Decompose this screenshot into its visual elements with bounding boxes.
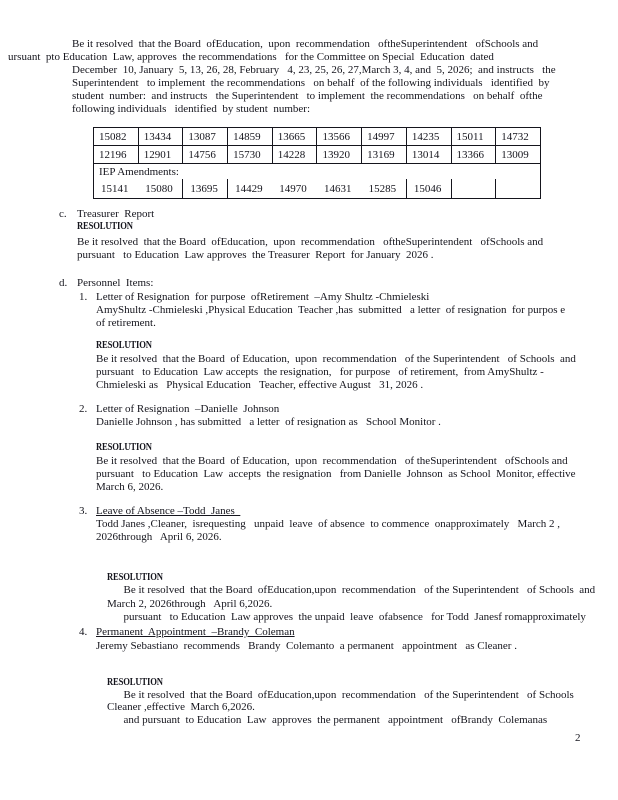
table-cell: 13169	[362, 146, 407, 164]
resolution-label	[77, 220, 145, 233]
table-cell: 14732	[496, 128, 541, 146]
item-marker: 2.	[79, 403, 88, 415]
item-marker: 1.	[79, 291, 88, 303]
body-line: and pursuant to Education Law approves the permanent appointment ofBrandy Colemanas	[123, 714, 548, 726]
overlap-stack	[107, 701, 547, 753]
resolution-text: RESOLUTION	[96, 340, 152, 351]
body-line: pursuant to Education Law accepts the resignation from Danielle Johnson as School Monitor, effective	[96, 468, 576, 480]
table-cell: 13087	[183, 128, 228, 146]
body-line: Jeremy Sebastiano recommends Brandy Colemanto a permanent appointment as Cleaner .	[96, 640, 517, 652]
body-line: Be it resolved that the Board ofEducation,upon recommendation of the Superintendent of Schools	[123, 689, 574, 701]
body-line: Chmieleski as Physical Education Teacher, effective August 31, 2026 .	[96, 379, 424, 391]
body-line: Be it resolved that the Board ofEducation, upon recommendation oftheSuperintendent ofSchools and	[77, 236, 544, 248]
overlap-line	[96, 688, 547, 766]
item-marker: 3.	[79, 505, 88, 517]
section-d-title: Personnel Items:	[77, 277, 154, 289]
intro-line: December 10, January 5, 13, 26, 28, February 4, 23, 25, 26, 27,March 3, 4, and 5, 2026; and instructs the	[72, 64, 556, 76]
table-cell: 12196	[94, 146, 139, 164]
table-cell: 13434	[138, 128, 183, 146]
table-cell: 14429	[235, 182, 263, 195]
table-cell: 15730	[228, 146, 273, 164]
table-row	[94, 164, 541, 180]
resolution-text: RESOLUTION	[96, 442, 152, 453]
body-line: pursuant to Education Law approves the unpaid leave ofabsence for Todd Janesf romapproximately	[123, 611, 586, 623]
table-cell: 14970	[279, 182, 307, 195]
table-cell: 15082	[94, 128, 139, 146]
intro-line: Be it resolved that the Board ofEducation, upon recommendation oftheSuperintendent ofSchools and	[72, 38, 539, 50]
table-cell: 13014	[406, 146, 451, 164]
table-cell: 14235	[406, 128, 451, 146]
table-cell: 15141	[101, 182, 129, 195]
intro-line: following individuals identified by student number:	[72, 103, 310, 115]
table-cell: 12901	[138, 146, 183, 164]
table-cell	[451, 179, 496, 199]
item-title: Leave of Absence –Todd Janes	[96, 505, 241, 517]
intro-line: student number: and instructs the Superintendent to implement the recommendations on behalf ofthe	[72, 90, 543, 102]
resolution-text: RESOLUTION	[107, 677, 163, 688]
section-c-marker: c.	[59, 208, 67, 220]
body-line: March 2, 2026through April 6,2026.	[107, 598, 273, 610]
table-cell: 13920	[317, 146, 362, 164]
table-row	[94, 179, 541, 199]
item-title: Letter of Resignation –Danielle Johnson	[96, 403, 280, 415]
table-cell: 15080	[138, 179, 183, 199]
table-cell: 13695	[183, 179, 228, 199]
body-line: Todd Janes ,Cleaner, isrequesting unpaid leave of absence to commence onapproximately March 2 ,	[96, 518, 561, 530]
table-cell	[496, 179, 541, 199]
body-line: Be it resolved that the Board of Education, upon recommendation of theSuperintendent ofSchools and	[96, 455, 568, 467]
intro-line: Superintendent to implement the recommendations on behalf of the following individuals identified by	[72, 77, 550, 89]
body-line: Cleaner ,effective March 6,2026.	[107, 701, 255, 713]
resolution-text: RESOLUTION	[107, 572, 163, 583]
item-title: Permanent Appointment –Brandy Coleman	[96, 626, 295, 638]
table-row	[94, 146, 541, 164]
section-c-title: Treasurer Report	[77, 208, 155, 220]
student-numbers-table	[93, 127, 541, 199]
body-line: pursuant to Education Law accepts the resignation, for purpose of retirement, from AmyShultz -	[96, 366, 544, 378]
resolution-label	[96, 339, 164, 352]
iep-amendments-label: IEP Amendments:	[99, 165, 179, 178]
body-line: pursuant to Education Law approves the Treasurer Report for January 2026 .	[77, 249, 434, 261]
page-number: 2	[575, 732, 581, 744]
item-marker: 4.	[79, 626, 88, 638]
resolution-text: RESOLUTION	[77, 221, 133, 232]
body-line: Danielle Johnson , has submitted a letter of resignation as School Monitor .	[96, 416, 441, 428]
table-cell: 15046	[406, 179, 451, 199]
table-row	[94, 128, 541, 146]
table-cell: 13366	[451, 146, 496, 164]
body-line: AmyShultz -Chmieleski ,Physical Education Teacher ,has submitted a letter of resignation for purpos e	[96, 304, 566, 316]
body-line: March 6, 2026.	[96, 481, 164, 493]
table-cell: 14859	[228, 128, 273, 146]
table-cell: 14756	[183, 146, 228, 164]
table-cell: 13009	[496, 146, 541, 164]
table-cell: 15285	[362, 179, 407, 199]
table-cell: 13566	[317, 128, 362, 146]
table-cell: 13665	[272, 128, 317, 146]
body-line: Be it resolved that the Board ofEducation,upon recommendation of the Superintendent of Schools and	[123, 584, 596, 596]
section-d-marker: d.	[59, 277, 68, 289]
table-cell: 15011	[451, 128, 496, 146]
table-cell: 14228	[272, 146, 317, 164]
resolution-label	[96, 441, 164, 454]
body-line: Be it resolved that the Board of Education, upon recommendation of the Superintendent of Schools and	[96, 353, 576, 365]
body-line: 2026through April 6, 2026.	[96, 531, 222, 543]
body-line: of retirement.	[96, 317, 156, 329]
table-cell: 14631	[323, 182, 352, 195]
item-title: Letter of Resignation for purpose ofRetirement –Amy Shultz -Chmieleski	[96, 291, 430, 303]
intro-line: ursuant pto Education Law, approves the recommendations for the Committee on Special Education dated	[8, 51, 494, 63]
table-cell: 14997	[362, 128, 407, 146]
